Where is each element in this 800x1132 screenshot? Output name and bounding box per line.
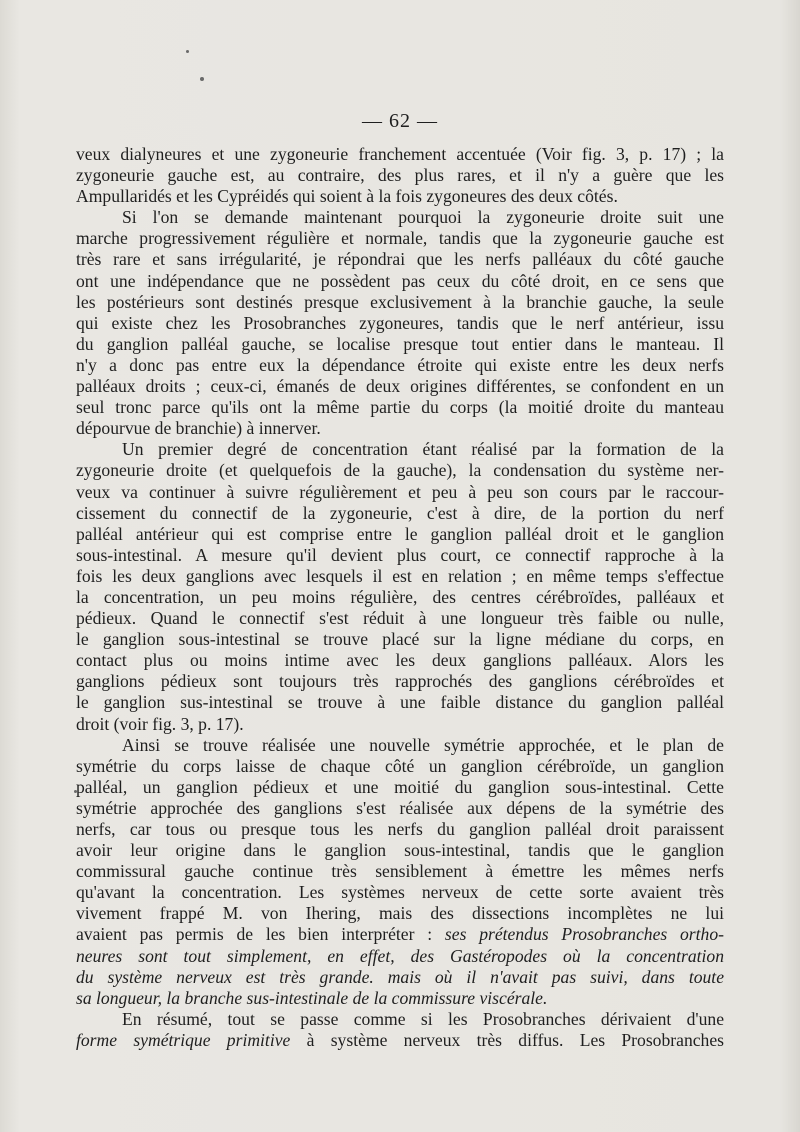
text-line: contact plus ou moins intime avec les deux ganglions palléaux. Alors les [76, 650, 724, 671]
text-line: palléal antérieur qui est comprise entre le ganglion palléal droit et le ganglion [76, 523, 724, 544]
text-line: Si l'on se demande maintenant pourquoi la zygoneurie droite suit une [122, 207, 724, 228]
text-line: cissement du connectif de la zygoneurie, c'est à dire, de la portion du nerf [76, 502, 724, 523]
text-line: veux dialyneures et une zygoneurie franchement accentuée (Voir fig. 3, p. 17) ; la [76, 144, 724, 164]
text-line: symétrie approchée des ganglions s'est réalisée aux dépens de la symétrie des [76, 797, 724, 818]
text-line: ganglions pédieux sont toujours très rapprochés des ganglions cérébroïdes et [76, 671, 724, 692]
text-line [76, 924, 724, 945]
text-line: la concentration, un peu moins régulière, des centres cérébroïdes, palléaux et [76, 586, 724, 607]
text-line: marche progressivement régulière et normale, tandis que la zygoneurie gauche est [76, 228, 724, 249]
text-line: qu'avant la concentration. Les systèmes nerveux de cette sorte avaient très [76, 882, 724, 903]
text-line: Ampullaridés et les Cypréidés qui soient à la fois zygoneures des deux côtés. [76, 186, 618, 207]
text-line: du ganglion palléal gauche, se localise presque tout entier dans le manteau. Il [76, 333, 724, 354]
text-line: ont une indépendance que ne possèdent pas ceux du côté droit, en ce sens que [76, 270, 724, 291]
text-line: palléal, un ganglion pédieux et une moitié du ganglion sous-intestinal. Cette [76, 776, 724, 797]
italic-phrase: ses prétendus Prosobranches ortho- [444, 924, 724, 945]
text-line: droit (voir fig. 3, p. 17). [76, 713, 244, 734]
text-fragment: à système nerveux très diffus. Les Prosobranches [290, 1029, 724, 1050]
text-line: pédieux. Quand le connectif s'est réduit à une longueur très faible ou nulle, [76, 608, 724, 629]
text-line: n'y a donc pas entre eux la dépendance étroite qui existe entre les deux nerfs [76, 354, 724, 375]
paper-speck [200, 77, 204, 81]
text-line: avoir leur origine dans le ganglion sous-intestinal, tandis que le ganglion [76, 840, 724, 861]
text-line: Un premier degré de concentration étant réalisé par la formation de la [122, 439, 724, 460]
text-line: seul tronc parce qu'ils ont la même partie du corps (la moitié droite du manteau [76, 397, 724, 418]
text-line: les postérieurs sont destinés presque exclusivement à la branchie gauche, la seule [76, 291, 724, 312]
italic-phrase: forme symétrique primitive [76, 1029, 291, 1050]
text-line: neures sont tout simplement, en effet, des Gastéropodes où la concentration [76, 945, 724, 966]
text-line: palléaux droits ; ceux-ci, émanés de deux origines différentes, se confondent en un [76, 376, 724, 397]
paper-speck [186, 50, 189, 53]
text-line [76, 1030, 724, 1051]
text-line: fois les deux ganglions avec lesquels il est en relation ; en même temps s'effectue [76, 565, 724, 586]
text-line: du système nerveux est très grande. mais où il n'avait pas suivi, dans toute [76, 966, 724, 987]
text-line: Ainsi se trouve réalisée une nouvelle symétrie approchée, et le plan de [122, 734, 724, 755]
text-line: En résumé, tout se passe comme si les Prosobranches dérivaient d'une [122, 1008, 724, 1029]
text-line: sous-intestinal. A mesure qu'il devient plus court, ce connectif rapproche à la [76, 544, 724, 565]
text-line: qui existe chez les Prosobranches zygoneures, tandis que le nerf antérieur, issu [76, 312, 724, 333]
text-line: commissural gauche continue très sensiblement à émettre les mêmes nerfs [76, 861, 724, 882]
text-line: le ganglion sous-intestinal se trouve placé sur la ligne médiane du corps, en [76, 629, 724, 650]
page-number: — 62 — [362, 110, 438, 132]
text-line: veux va continuer à suivre régulièrement et peu à peu son cours par le raccour- [76, 481, 724, 502]
text-line: le ganglion sus-intestinal se trouve à une faible distance du ganglion palléal [76, 692, 724, 713]
text-line: vivement frappé M. von Ihering, mais des dissections incomplètes ne lui [76, 903, 724, 924]
body-text [76, 144, 724, 1051]
text-line: zygoneurie droite (et quelquefois de la gauche), la condensation du système ner- [76, 460, 724, 481]
text-line: sa longueur, la branche sus-intestinale de la commissure viscérale. [76, 987, 548, 1008]
text-fragment: avaient pas permis de les bien interpréter : [76, 924, 445, 945]
text-line: très rare et sans irrégularité, je répondrai que les nerfs palléaux du côté gauche [76, 249, 724, 270]
text-line: zygoneurie gauche est, au contraire, des plus rares, et il n'y a guère que les [76, 165, 724, 186]
text-line: nerfs, car tous ou presque tous les nerfs du ganglion palléal droit paraissent [76, 819, 724, 839]
text-line: symétrie du corps laisse de chaque côté un ganglion cérébroïde, un ganglion [76, 755, 724, 776]
text-line: dépourvue de branchie) à innerver. [76, 418, 321, 439]
